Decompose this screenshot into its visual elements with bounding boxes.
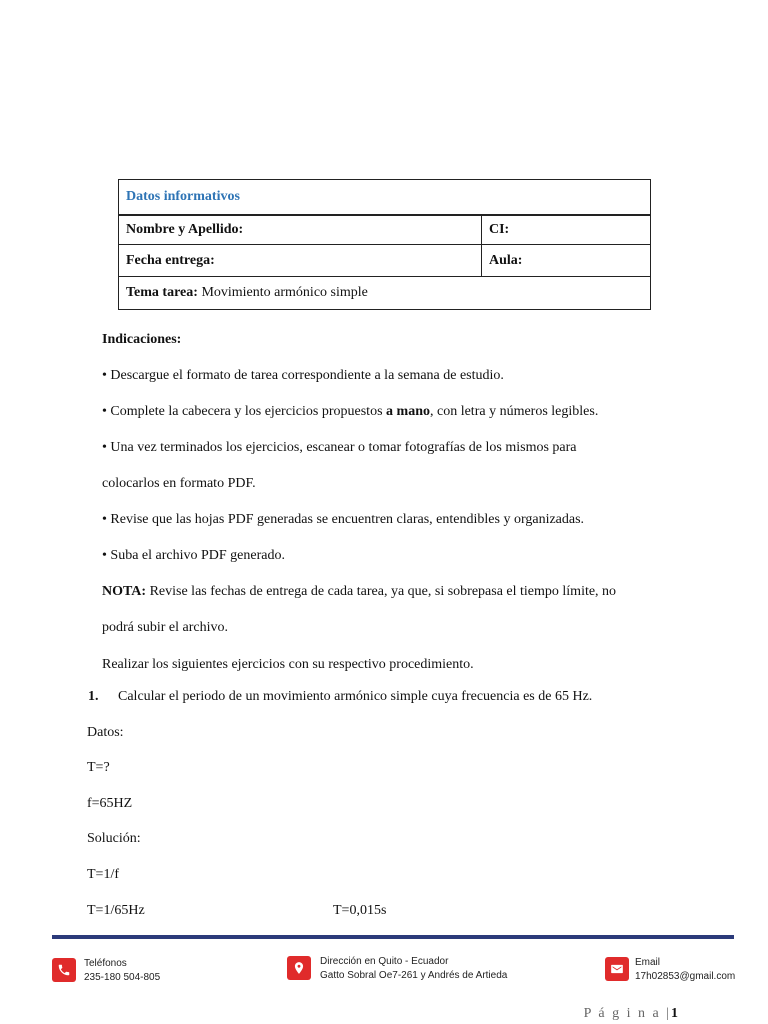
topic-value: Movimiento armónico simple — [201, 285, 368, 300]
email-block — [635, 956, 735, 984]
note-line-2: podrá subir el archivo. — [102, 620, 228, 635]
room-label: Aula: — [482, 245, 651, 277]
instruction-item-2-post: , con letra y números legibles. — [429, 404, 599, 419]
exercise-1 — [88, 689, 592, 705]
topic-label: Tema tarea: — [126, 285, 198, 300]
phone-block — [84, 957, 160, 985]
instruction-item-2 — [102, 404, 598, 420]
result: T=0,015s — [333, 903, 387, 918]
info-table-title: Datos informativos — [119, 180, 651, 216]
formula: T=1/f — [87, 867, 119, 882]
note-text-a: Revise las fechas de entrega de cada tarea, ya que, si sobrepasa el tiempo límite, no — [146, 584, 617, 599]
note-line-1 — [102, 584, 616, 600]
data-label: Datos: — [87, 725, 124, 740]
location-pin-icon — [287, 956, 311, 980]
exercise-statement: Calcular el periodo de un movimiento armónico simple cuya frecuencia es de 65 Hz. — [118, 689, 593, 704]
instruction-item-2-pre: • Complete la cabecera y los ejercicios propuestos — [102, 404, 387, 419]
note-label: NOTA: — [102, 584, 147, 599]
phone-label: Teléfonos — [84, 958, 127, 969]
address-value: Gatto Sobral Oe7-261 y Andrés de Artieda — [320, 970, 508, 981]
address-block — [320, 955, 507, 983]
instruction-item-1: • Descargue el formato de tarea correspondiente a la semana de estudio. — [102, 368, 504, 383]
name-label: Nombre y Apellido: — [119, 215, 482, 245]
instruction-item-3b: colocarlos en formato PDF. — [102, 476, 256, 491]
page-number — [584, 1006, 678, 1022]
exercise-intro: Realizar los siguientes ejercicios con su respectivo procedimiento. — [102, 657, 474, 672]
email-icon — [605, 957, 629, 981]
ci-label: CI: — [482, 215, 651, 245]
substitution: T=1/65Hz — [87, 903, 145, 918]
address-label: Dirección en Quito - Ecuador — [320, 956, 449, 967]
instruction-item-4: • Revise que las hojas PDF generadas se encuentren claras, entendibles y organizadas. — [102, 512, 585, 527]
phone-value: 235-180 504-805 — [84, 972, 161, 983]
email-value: 17h02853@gmail.com — [635, 971, 736, 982]
exercise-number: 1. — [88, 689, 99, 704]
instructions-heading: Indicaciones: — [102, 332, 182, 347]
date-label: Fecha entrega: — [119, 245, 482, 277]
data-f: f=65HZ — [87, 796, 133, 811]
instruction-item-3a: • Una vez terminados los ejercicios, escanear o tomar fotografías de los mismos para — [102, 440, 577, 455]
topic-cell — [119, 277, 651, 310]
footer-rule — [52, 935, 734, 939]
info-table — [118, 179, 651, 310]
email-label: Email — [635, 957, 661, 968]
data-t: T=? — [87, 760, 110, 775]
instruction-item-2-bold: a mano — [386, 404, 430, 419]
instruction-item-5: • Suba el archivo PDF generado. — [102, 548, 285, 563]
page-label: P á g i n a | — [583, 1006, 671, 1021]
solution-label: Solución: — [87, 831, 141, 846]
phone-icon — [52, 958, 76, 982]
page-number-value: 1 — [671, 1006, 678, 1021]
